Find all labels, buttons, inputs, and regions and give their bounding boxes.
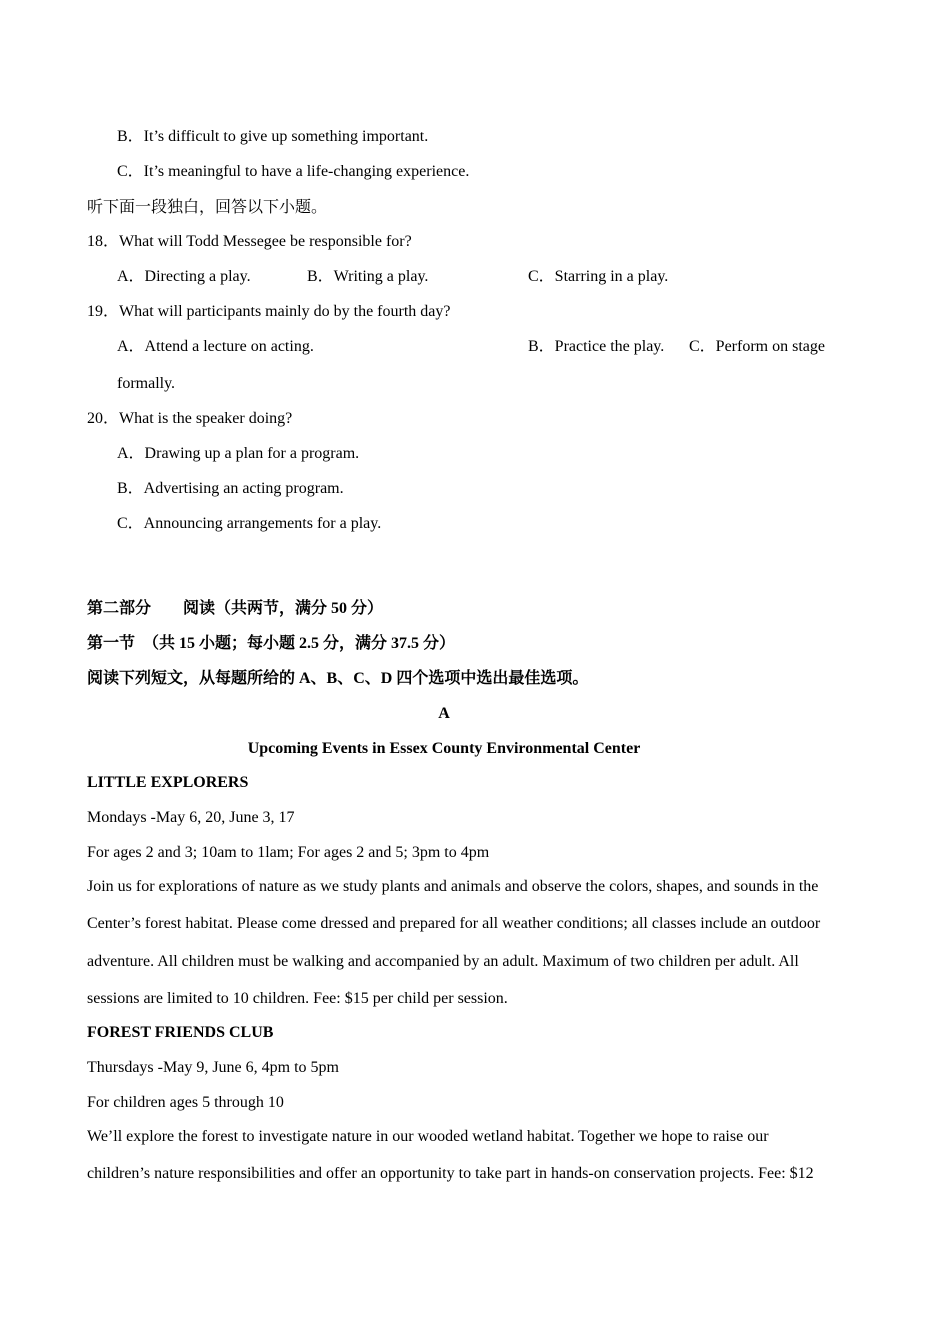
listening-instruction: 听下面一段独白，回答以下小题。 xyxy=(87,199,328,216)
q20-option-b: B．Advertising an acting program. xyxy=(117,480,344,497)
event1-desc-line: Center’s forest habitat. Please come dressed and prepared for all weather conditions; all classes include an outdoor xyxy=(87,915,821,932)
q18-option-c: C．Starring in a play. xyxy=(528,268,669,285)
passage-label: A xyxy=(438,705,450,722)
q19-question: 19．What will participants mainly do by the fourth day? xyxy=(87,303,451,320)
event2-ages: For children ages 5 through 10 xyxy=(87,1094,284,1111)
reading-instruction: 阅读下列短文，从每题所给的 A、B、C、D 四个选项中选出最佳选项。 xyxy=(87,670,589,687)
event1-desc-line: adventure. All children must be walking and accompanied by an adult. Maximum of two children per adult. All xyxy=(87,953,799,970)
q18-option-b: B．Writing a play. xyxy=(307,268,429,285)
q19-option-a: A．Attend a lecture on acting. xyxy=(117,338,314,355)
q19-option-c: C．Perform on stage xyxy=(689,338,825,355)
event2-desc-line: We’ll explore the forest to investigate nature in our wooded wetland habitat. Together we hope to raise our xyxy=(87,1128,769,1145)
reading-section-title: 第一节 （共 15 小题；每小题 2.5 分，满分 37.5 分） xyxy=(87,635,456,652)
q18-option-a: A．Directing a play. xyxy=(117,268,251,285)
q18-question: 18．What will Todd Messegee be responsible for? xyxy=(87,233,412,250)
event1-desc-line: Join us for explorations of nature as we study plants and animals and observe the colors, shapes, and sounds in the xyxy=(87,878,819,895)
event2-desc-line: children’s nature responsibilities and offer an opportunity to take part in hands-on conservation projects. Fee: $12 xyxy=(87,1165,814,1182)
event1-name: LITTLE EXPLORERS xyxy=(87,774,249,791)
event1-dates: Mondays -May 6, 20, June 3, 17 xyxy=(87,809,295,826)
q20-question: 20．What is the speaker doing? xyxy=(87,410,293,427)
q17-option-b: B．It’s difficult to give up something important. xyxy=(117,128,429,145)
q17-option-c: C．It’s meaningful to have a life-changing experience. xyxy=(117,163,470,180)
event1-ages: For ages 2 and 3; 10am to 1lam; For ages 2 and 5; 3pm to 4pm xyxy=(87,844,490,861)
event2-name: FOREST FRIENDS CLUB xyxy=(87,1024,274,1041)
passage-title: Upcoming Events in Essex County Environmental Center xyxy=(247,740,641,757)
q20-option-c: C．Announcing arrangements for a play. xyxy=(117,515,382,532)
q20-option-a: A．Drawing up a plan for a program. xyxy=(117,445,360,462)
q19-option-c-continued: formally. xyxy=(117,375,176,392)
reading-part-title: 第二部分 阅读（共两节，满分 50 分） xyxy=(87,600,384,617)
event1-desc-line: sessions are limited to 10 children. Fee: $15 per child per session. xyxy=(87,990,508,1007)
event2-dates: Thursdays -May 9, June 6, 4pm to 5pm xyxy=(87,1059,339,1076)
q19-option-b: B．Practice the play. xyxy=(528,338,665,355)
